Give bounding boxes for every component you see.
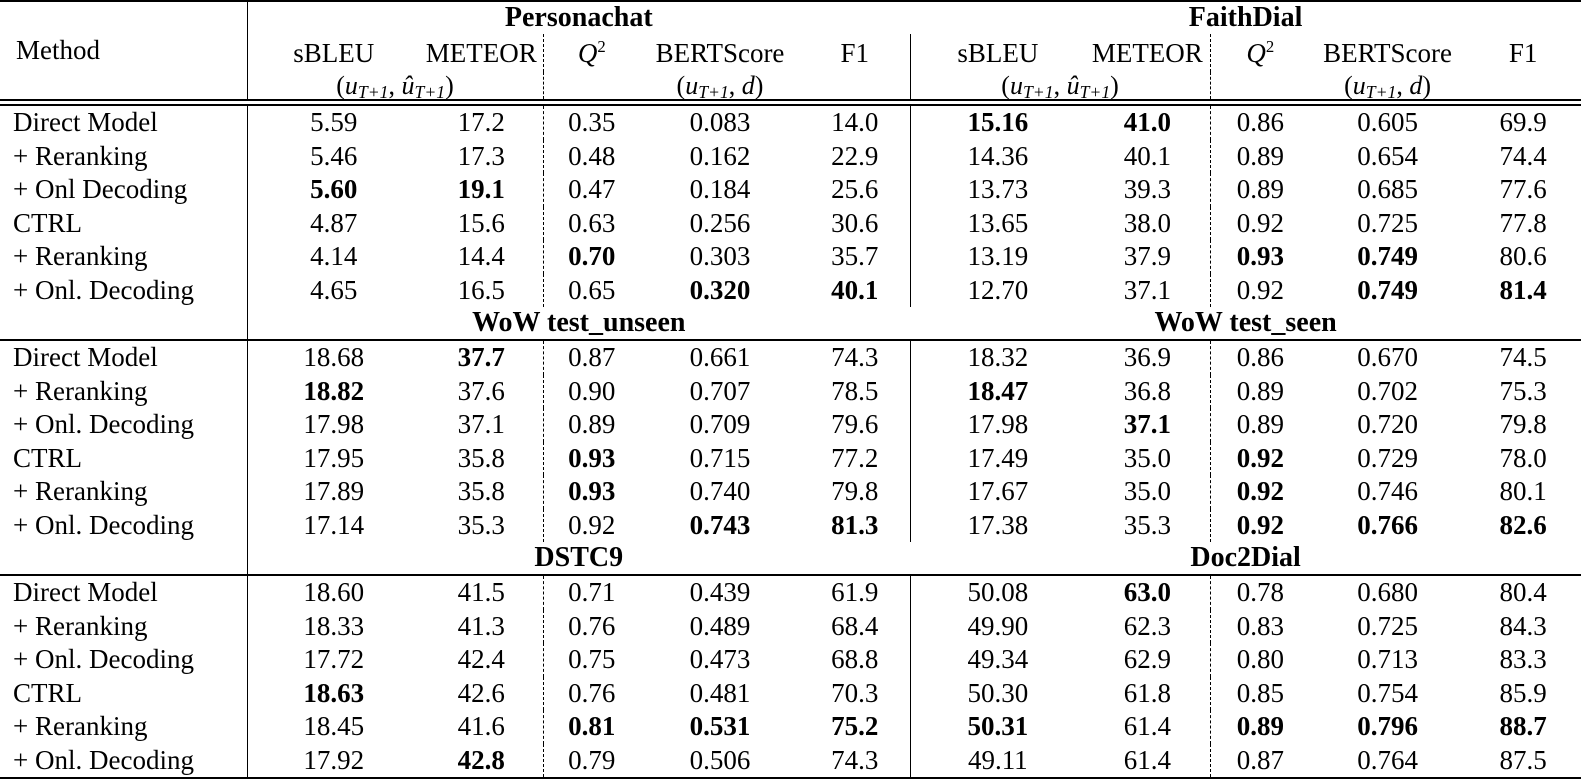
value-cell: 17.67	[967, 476, 1029, 507]
value-cell: 0.746	[1357, 476, 1418, 507]
value-cell: 17.38	[967, 509, 1029, 540]
value-cell: 0.796	[1357, 711, 1418, 742]
value-cell: 40.1	[800, 274, 910, 308]
value-cell: 0.89	[1236, 140, 1284, 171]
value-cell: 17.89	[303, 476, 365, 507]
table-row	[0, 475, 1581, 509]
section-method-spacer	[0, 542, 247, 575]
value-cell: 14.4	[420, 240, 543, 274]
value-cell: 0.083	[689, 107, 751, 138]
value-cell: 0.93	[568, 442, 616, 473]
value-cell: 0.92	[1236, 207, 1284, 238]
value-cell: 70.3	[800, 677, 910, 711]
value-cell: 35.3	[1085, 509, 1210, 543]
value-cell: 80.6	[1499, 241, 1547, 272]
value-cell: 80.1	[1499, 476, 1547, 507]
table-row	[0, 105, 1581, 140]
value-cell: 0.531	[689, 711, 751, 742]
doc-subheader: ($u_{T+1}$, d)	[1344, 72, 1432, 100]
value-cell: 0.35	[568, 107, 616, 138]
value-cell: 35.3	[420, 509, 543, 543]
table-row	[0, 173, 1581, 207]
method-cell: + Onl. Decoding	[0, 643, 247, 677]
value-cell: 0.743	[689, 509, 751, 540]
value-cell: 0.439	[689, 577, 751, 608]
col-header-meteor: METEOR	[420, 34, 543, 72]
table-row	[0, 710, 1581, 744]
method-cell: + Onl Decoding	[0, 173, 247, 207]
value-cell: 18.68	[303, 342, 365, 373]
value-cell: 0.89	[1236, 409, 1284, 440]
value-cell: 35.8	[420, 475, 543, 509]
method-cell: + Onl. Decoding	[0, 274, 247, 308]
value-cell: 84.3	[1499, 610, 1547, 641]
value-cell: 22.9	[800, 140, 910, 174]
value-cell: 18.32	[967, 342, 1029, 373]
value-cell: 13.65	[967, 207, 1029, 238]
value-cell: 0.506	[689, 744, 751, 775]
value-cell: 49.90	[967, 610, 1029, 641]
value-cell: 83.3	[1499, 644, 1547, 675]
value-cell: 0.749	[1357, 274, 1418, 305]
value-cell: 18.45	[303, 711, 365, 742]
value-cell: 0.87	[1236, 744, 1284, 775]
table-row	[0, 408, 1581, 442]
value-cell: 39.3	[1085, 173, 1210, 207]
value-cell: 15.16	[967, 107, 1029, 138]
value-cell: 68.8	[800, 643, 910, 677]
value-cell: 74.4	[1499, 140, 1547, 171]
section-title-left: DSTC9	[247, 542, 910, 575]
table-row	[0, 340, 1581, 375]
value-cell: 35.0	[1085, 442, 1210, 476]
value-cell: 0.92	[1236, 509, 1284, 540]
method-cell: Direct Model	[0, 340, 247, 375]
value-cell: 49.34	[967, 644, 1029, 675]
method-cell: + Reranking	[0, 140, 247, 174]
value-cell: 35.7	[800, 240, 910, 274]
value-cell: 0.87	[568, 342, 616, 373]
value-cell: 0.715	[689, 442, 751, 473]
method-cell: CTRL	[0, 442, 247, 476]
value-cell: 0.256	[689, 207, 751, 238]
value-cell: 61.4	[1085, 744, 1210, 779]
value-cell: 37.7	[420, 340, 543, 375]
value-cell: 4.65	[310, 274, 358, 305]
value-cell: 74.3	[800, 744, 910, 779]
value-cell: 0.670	[1357, 342, 1418, 373]
section-method-spacer	[0, 307, 247, 340]
method-cell: + Reranking	[0, 375, 247, 409]
col-header-bertscore: BERTScore	[1323, 37, 1452, 68]
value-cell: 79.8	[800, 475, 910, 509]
method-cell: Direct Model	[0, 575, 247, 610]
value-cell: 50.30	[967, 677, 1029, 708]
method-cell: + Reranking	[0, 475, 247, 509]
section-title-row	[0, 542, 1581, 575]
value-cell: 0.661	[689, 342, 751, 373]
value-cell: 18.82	[303, 375, 365, 406]
section-title-right: WoW test_seen	[910, 307, 1581, 340]
value-cell: 41.5	[420, 575, 543, 610]
method-cell: + Reranking	[0, 610, 247, 644]
col-header-sbleu: sBLEU	[957, 37, 1039, 68]
value-cell: 68.4	[800, 610, 910, 644]
value-cell: 61.8	[1085, 677, 1210, 711]
value-cell: 0.489	[689, 610, 751, 641]
table-row	[0, 207, 1581, 241]
value-cell: 0.740	[689, 476, 751, 507]
value-cell: 79.6	[800, 408, 910, 442]
value-cell: 0.92	[568, 509, 616, 540]
value-cell: 13.19	[967, 241, 1029, 272]
dataset-title-row	[0, 1, 1581, 34]
value-cell: 0.89	[1236, 711, 1284, 742]
method-column-header: Method	[0, 1, 247, 100]
value-cell: 0.86	[1236, 107, 1284, 138]
table-row	[0, 744, 1581, 779]
value-cell: 62.3	[1085, 610, 1210, 644]
value-cell: 85.9	[1499, 677, 1547, 708]
value-cell: 77.2	[800, 442, 910, 476]
value-cell: 78.5	[800, 375, 910, 409]
value-cell: 0.720	[1357, 409, 1418, 440]
subheader-spacer	[543, 72, 640, 100]
value-cell: 42.6	[420, 677, 543, 711]
value-cell: 81.4	[1499, 274, 1547, 305]
pair-subheader: ($u_{T+1}$, $û_{T+1}$)	[910, 72, 1210, 100]
table-row	[0, 575, 1581, 610]
value-cell: 80.4	[1499, 577, 1547, 608]
value-cell: 77.8	[1499, 207, 1547, 238]
value-cell: 0.85	[1236, 677, 1284, 708]
value-cell: 0.93	[1236, 241, 1284, 272]
value-cell: 69.9	[1499, 107, 1547, 138]
value-cell: 0.76	[568, 610, 616, 641]
value-cell: 37.1	[1085, 274, 1210, 308]
value-cell: 0.78	[1236, 577, 1284, 608]
value-cell: 38.0	[1085, 207, 1210, 241]
col-header-f1: F1	[800, 34, 910, 72]
value-cell: 42.8	[420, 744, 543, 779]
value-cell: 18.33	[303, 610, 365, 641]
value-cell: 0.702	[1357, 375, 1418, 406]
value-cell: 0.654	[1357, 140, 1418, 171]
col-header-bertscore: BERTScore	[655, 37, 785, 68]
value-cell: 37.1	[1085, 408, 1210, 442]
value-cell: 50.08	[967, 577, 1029, 608]
value-cell: 77.6	[1499, 174, 1547, 205]
value-cell: 17.49	[967, 442, 1029, 473]
value-cell: 16.5	[420, 274, 543, 308]
value-cell: 40.1	[1085, 140, 1210, 174]
value-cell: 0.48	[568, 140, 616, 171]
pair-subheader: ($u_{T+1}$, $û_{T+1}$)	[247, 72, 543, 100]
value-cell: 0.89	[1236, 375, 1284, 406]
value-cell: 5.46	[310, 140, 358, 171]
value-cell: 18.63	[303, 677, 365, 708]
table-row	[0, 274, 1581, 308]
value-cell: 0.75	[568, 644, 616, 675]
value-cell: 0.81	[568, 711, 616, 742]
value-cell: 63.0	[1085, 575, 1210, 610]
value-cell: 0.725	[1357, 207, 1418, 238]
value-cell: 17.72	[303, 644, 365, 675]
value-cell: 35.8	[420, 442, 543, 476]
value-cell: 0.89	[568, 409, 616, 440]
value-cell: 0.709	[689, 409, 751, 440]
value-cell: 0.764	[1357, 744, 1418, 775]
method-cell: + Onl. Decoding	[0, 408, 247, 442]
table-row	[0, 442, 1581, 476]
value-cell: 0.79	[568, 744, 616, 775]
value-cell: 0.47	[568, 174, 616, 205]
value-cell: 41.3	[420, 610, 543, 644]
table-row	[0, 140, 1581, 174]
section-title-row	[0, 307, 1581, 340]
value-cell: 0.92	[1236, 274, 1284, 305]
value-cell: 49.11	[967, 744, 1028, 775]
value-cell: 0.86	[1236, 342, 1284, 373]
section-title-left: WoW test_unseen	[247, 307, 910, 340]
value-cell: 79.8	[1499, 409, 1547, 440]
value-cell: 61.4	[1085, 710, 1210, 744]
value-cell: 17.98	[303, 409, 365, 440]
value-cell: 17.95	[303, 442, 365, 473]
value-cell: 50.31	[967, 711, 1029, 742]
value-cell: 4.87	[310, 207, 358, 238]
value-cell: 82.6	[1499, 509, 1547, 540]
col-header-q2: $Q^2$	[577, 36, 606, 68]
value-cell: 42.4	[420, 643, 543, 677]
value-cell: 36.8	[1085, 375, 1210, 409]
value-cell: 0.93	[568, 476, 616, 507]
value-cell: 0.729	[1357, 442, 1418, 473]
value-cell: 37.1	[420, 408, 543, 442]
value-cell: 37.6	[420, 375, 543, 409]
col-header-f1: F1	[1508, 37, 1538, 68]
value-cell: 75.3	[1499, 375, 1547, 406]
value-cell: 0.80	[1236, 644, 1284, 675]
value-cell: 0.473	[689, 644, 751, 675]
value-cell: 5.59	[310, 107, 358, 138]
value-cell: 4.14	[310, 241, 358, 272]
table-row	[0, 610, 1581, 644]
value-cell: 0.90	[568, 375, 616, 406]
subheader-spacer	[1210, 72, 1310, 100]
value-cell: 41.0	[1085, 105, 1210, 140]
value-cell: 30.6	[800, 207, 910, 241]
value-cell: 0.83	[1236, 610, 1284, 641]
value-cell: 0.65	[568, 274, 616, 305]
value-cell: 0.303	[689, 241, 751, 272]
value-cell: 0.680	[1357, 577, 1418, 608]
method-cell: + Reranking	[0, 710, 247, 744]
value-cell: 25.6	[800, 173, 910, 207]
value-cell: 17.92	[303, 744, 365, 775]
subheader-spacer	[1465, 72, 1581, 100]
value-cell: 35.0	[1085, 475, 1210, 509]
group-header-personachat: Personachat	[504, 2, 653, 33]
value-cell: 62.9	[1085, 643, 1210, 677]
value-cell: 0.707	[689, 375, 751, 406]
value-cell: 74.3	[800, 340, 910, 375]
method-cell: + Reranking	[0, 240, 247, 274]
value-cell: 88.7	[1499, 711, 1547, 742]
value-cell: 0.92	[1236, 476, 1284, 507]
method-cell: + Onl. Decoding	[0, 509, 247, 543]
subheader-spacer	[800, 72, 910, 100]
section-title-right: Doc2Dial	[910, 542, 1581, 575]
value-cell: 78.0	[1499, 442, 1547, 473]
doc-subheader: ($u_{T+1}$, d)	[676, 72, 764, 100]
value-cell: 19.1	[420, 173, 543, 207]
value-cell: 0.71	[568, 577, 616, 608]
value-cell: 15.6	[420, 207, 543, 241]
value-cell: 0.749	[1357, 241, 1418, 272]
value-cell: 0.63	[568, 207, 616, 238]
value-cell: 37.9	[1085, 240, 1210, 274]
col-header-q2: $Q^2$	[1246, 36, 1275, 68]
value-cell: 14.36	[967, 140, 1029, 171]
group-header-faithdial: FaithDial	[1188, 2, 1303, 33]
value-cell: 74.5	[1499, 342, 1547, 373]
value-cell: 87.5	[1499, 744, 1547, 775]
value-cell: 81.3	[800, 509, 910, 543]
value-cell: 17.2	[420, 105, 543, 140]
method-cell: + Onl. Decoding	[0, 744, 247, 779]
value-cell: 0.754	[1357, 677, 1418, 708]
value-cell: 0.766	[1357, 509, 1418, 540]
table-row	[0, 643, 1581, 677]
method-cell: CTRL	[0, 677, 247, 711]
value-cell: 0.92	[1236, 442, 1284, 473]
table-row	[0, 375, 1581, 409]
value-cell: 0.162	[689, 140, 751, 171]
value-cell: 0.605	[1357, 107, 1418, 138]
value-cell: 0.685	[1357, 174, 1418, 205]
value-cell: 14.0	[800, 105, 910, 140]
value-cell: 17.14	[303, 509, 365, 540]
value-cell: 0.70	[568, 241, 616, 272]
value-cell: 0.320	[689, 274, 751, 305]
value-cell: 17.98	[967, 409, 1029, 440]
col-header-sbleu: sBLEU	[293, 37, 375, 68]
value-cell: 5.60	[310, 174, 358, 205]
value-cell: 18.60	[303, 577, 365, 608]
method-cell: Direct Model	[0, 105, 247, 140]
value-cell: 41.6	[420, 710, 543, 744]
value-cell: 0.713	[1357, 644, 1418, 675]
col-header-meteor: METEOR	[1085, 34, 1210, 72]
value-cell: 0.76	[568, 677, 616, 708]
value-cell: 0.89	[1236, 174, 1284, 205]
value-cell: 36.9	[1085, 340, 1210, 375]
table-row	[0, 677, 1581, 711]
value-cell: 61.9	[800, 575, 910, 610]
value-cell: 17.3	[420, 140, 543, 174]
method-cell: CTRL	[0, 207, 247, 241]
value-cell: 0.481	[689, 677, 751, 708]
value-cell: 75.2	[800, 710, 910, 744]
value-cell: 0.725	[1357, 610, 1418, 641]
value-cell: 18.47	[967, 375, 1029, 406]
value-cell: 13.73	[967, 174, 1029, 205]
table-row	[0, 509, 1581, 543]
value-cell: 0.184	[689, 174, 751, 205]
table-row	[0, 240, 1581, 274]
value-cell: 12.70	[967, 274, 1029, 305]
